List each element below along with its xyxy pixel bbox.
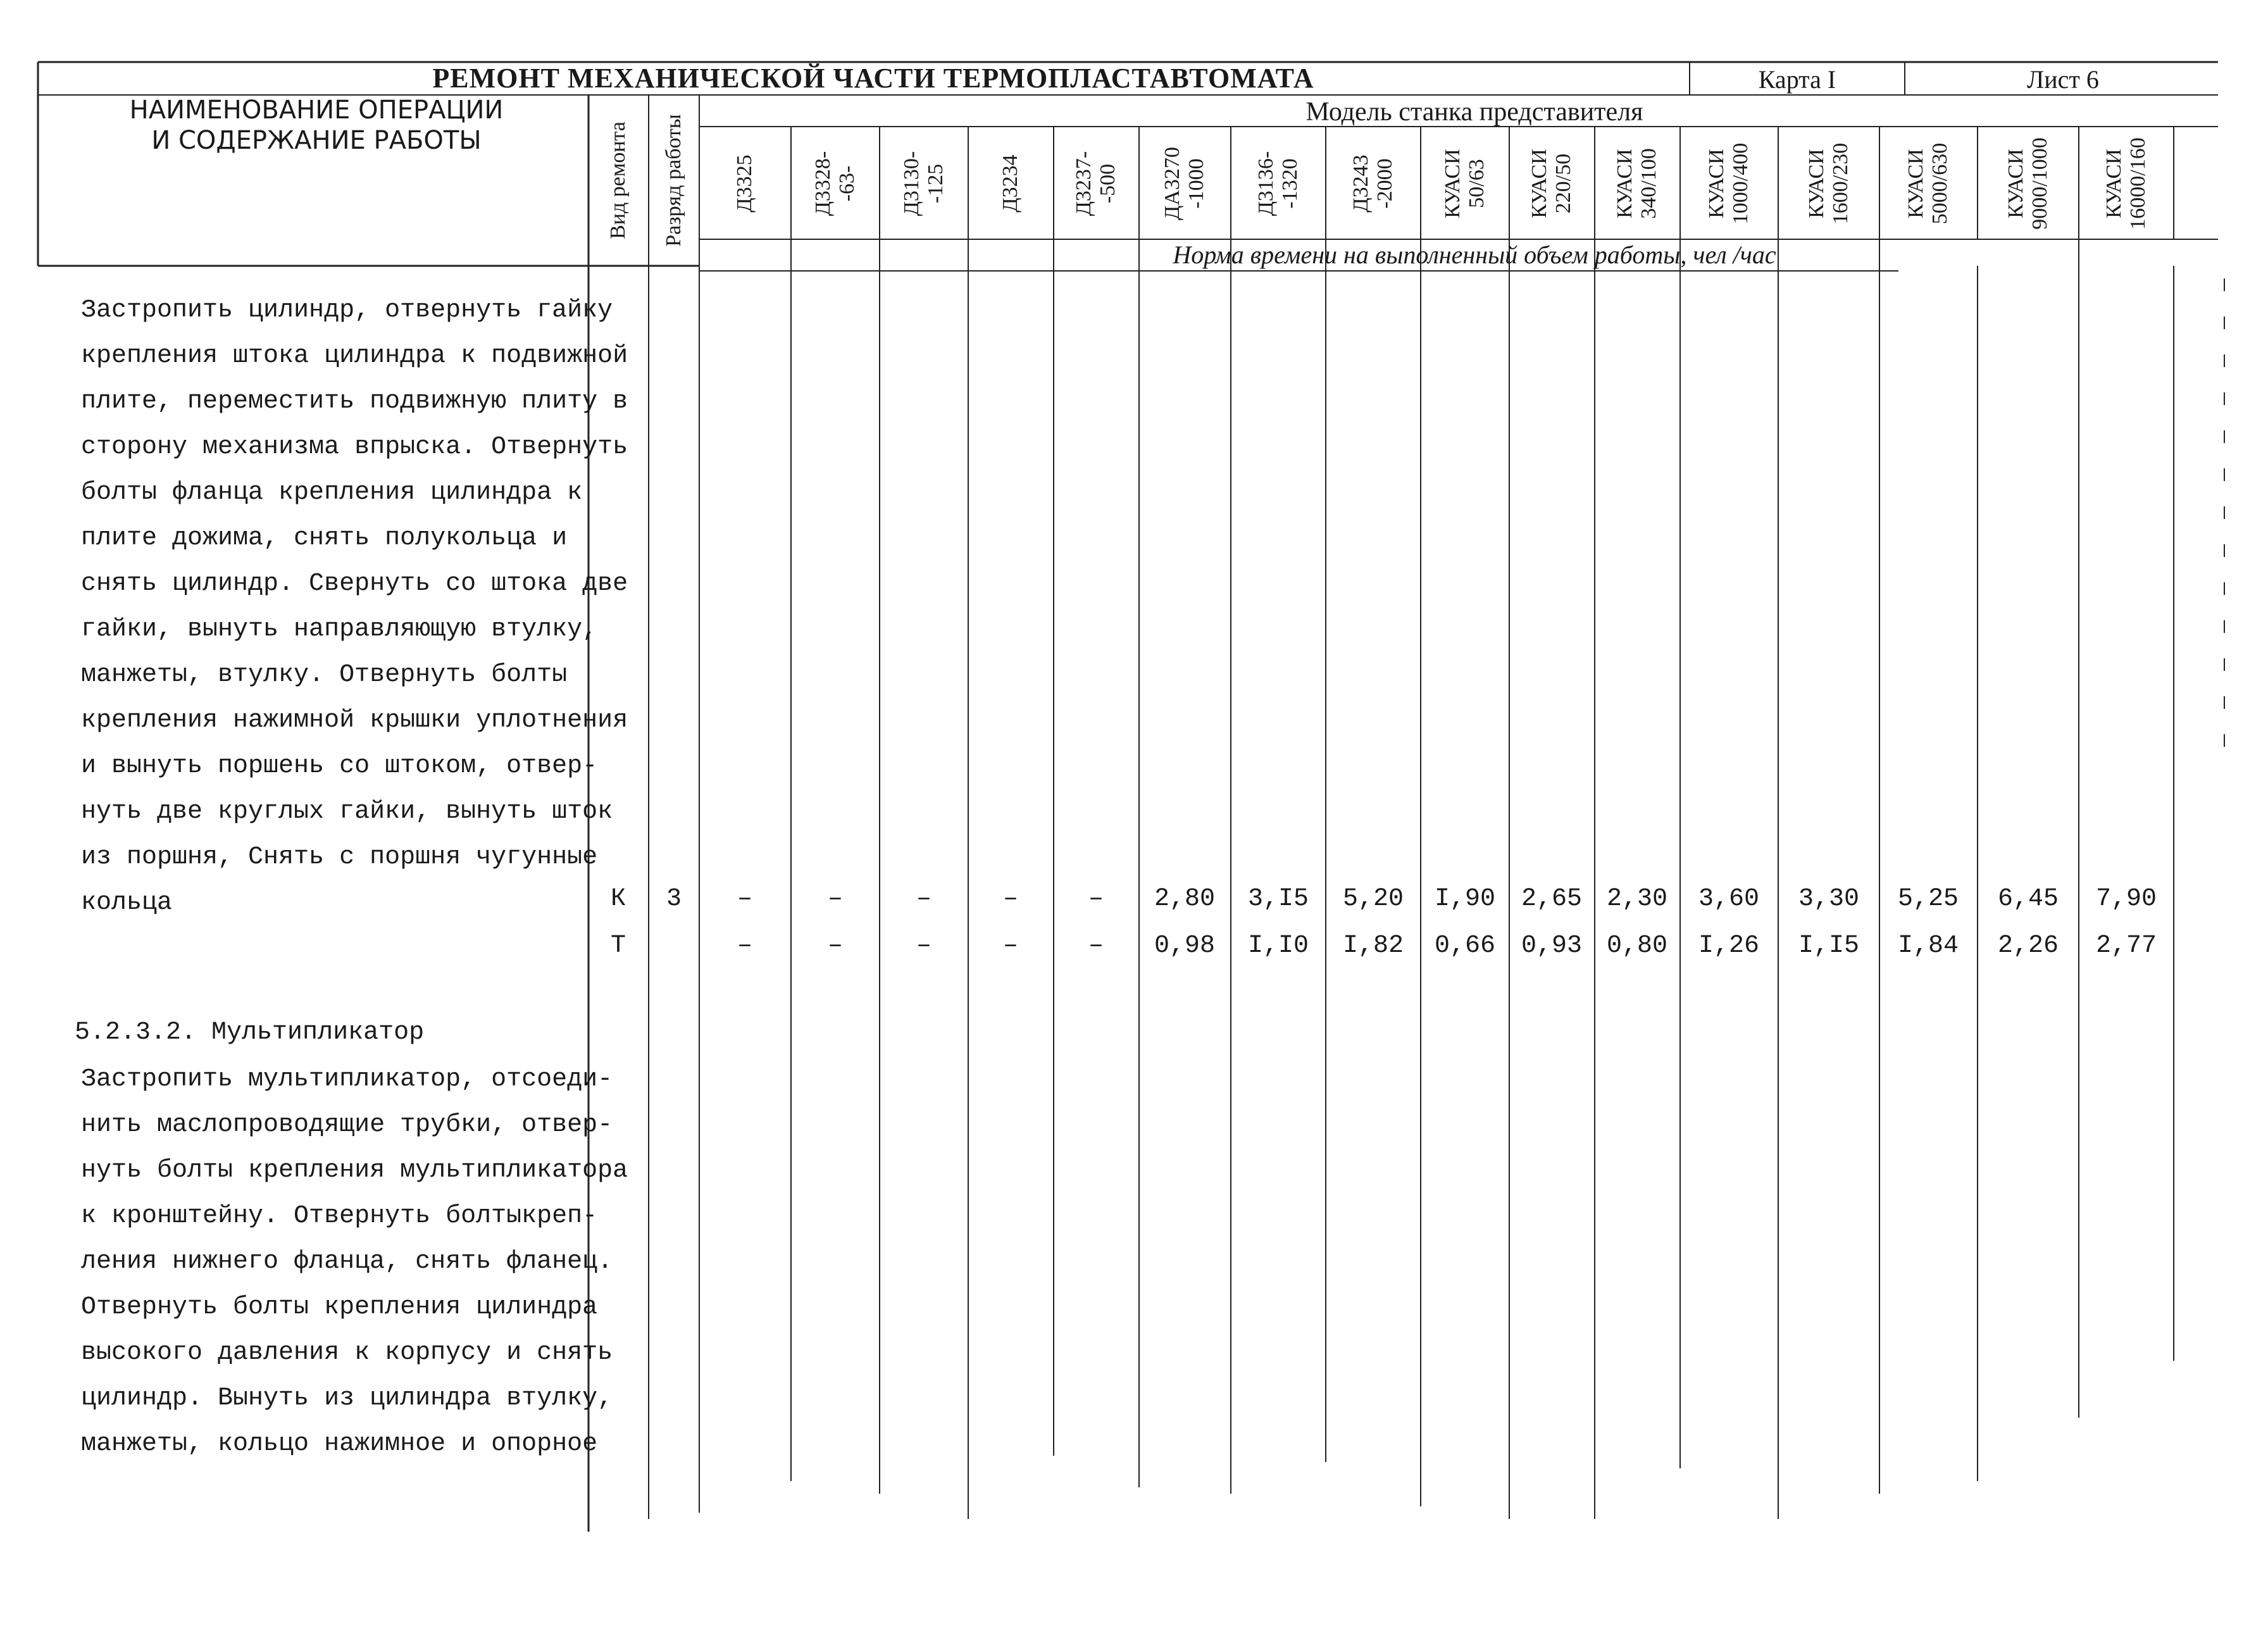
model-header: Модель станка представителя	[1305, 97, 1643, 127]
model-header-5	[1161, 147, 1209, 220]
norm-value-cell: 3,30	[1798, 885, 1860, 913]
norm-value-cell: I,90	[1434, 885, 1496, 913]
norm-value-cell: I,82	[1342, 932, 1404, 960]
description-line: кольца	[81, 889, 173, 917]
model-header-8	[1441, 149, 1489, 218]
model-header-10	[1613, 148, 1661, 218]
model-name-line2: -1000	[1185, 158, 1208, 209]
description-line: к кронштейну. Отвернуть болтыкреп-	[81, 1202, 598, 1230]
model-name-line1: Д3243	[1349, 154, 1373, 213]
model-header-3	[999, 154, 1023, 212]
work-grade-k: 3	[666, 885, 682, 913]
norm-header: Норма времени на выполненный объем работы, чел /час	[1173, 241, 1776, 269]
model-name-line1: Д3325	[733, 154, 756, 213]
repair-type-k: К	[610, 885, 626, 913]
description-line: ления нижнего фланца, снять фланец.	[81, 1247, 613, 1276]
norm-value-cell: 2,80	[1154, 885, 1216, 913]
description-line: Застропить цилиндр, отвернуть гайку	[81, 296, 613, 325]
description-line: нуть две круглых гайки, вынуть шток	[81, 797, 613, 826]
norm-value-cell: 3,I5	[1247, 885, 1309, 913]
section-heading: 5.2.3.2. Мультипликатор	[75, 1018, 425, 1047]
norm-value-cell: –	[1002, 885, 1019, 913]
model-header-7	[1349, 154, 1397, 212]
model-name-line1: Д3234	[999, 154, 1022, 213]
description-line: нуть болты крепления мультипликатора	[81, 1156, 628, 1185]
document-title: РЕМОНТ МЕХАНИЧЕСКОЙ ЧАСТИ ТЕРМОПЛАСТАВТОМАТА	[432, 63, 1314, 94]
norm-value-cell: 6,45	[1997, 885, 2059, 913]
model-header-4	[1072, 151, 1120, 216]
model-name-line2: -500	[1096, 163, 1119, 204]
norm-value-cell: –	[916, 885, 932, 913]
norm-value-cell: I,84	[1897, 932, 1959, 960]
description-line: болты фланца крепления цилиндра к	[81, 478, 583, 507]
description-line: гайки, вынуть направляющую втулку,	[81, 615, 598, 644]
model-header-2	[900, 151, 948, 216]
model-name-line1: Д3130-	[900, 151, 923, 216]
description-line: Отвернуть болты крепления цилиндра	[81, 1293, 598, 1322]
description-line: цилиндр. Вынуть из цилиндра втулку,	[81, 1384, 613, 1413]
model-name-line2: 5000/630	[1928, 142, 1952, 225]
description-line: плите дожима, снять полукольца и	[81, 524, 568, 553]
description-line: снять цилиндр. Свернуть со штока две	[81, 570, 628, 598]
description-line: и вынуть поршень со штоком, отвер-	[81, 752, 598, 780]
norm-value-cell: 0,66	[1434, 932, 1496, 960]
model-name-line1: Д3237-	[1072, 151, 1095, 216]
model-name-line1: КУАСИ	[1613, 149, 1636, 218]
norm-value-cell: 5,20	[1342, 885, 1404, 913]
description-line: Застропить мультипликатор, отсоеди-	[81, 1065, 613, 1094]
model-header-12	[1805, 143, 1853, 224]
model-name-line1: Д3328-	[811, 151, 835, 216]
model-name-line1: КУАСИ	[2102, 149, 2126, 218]
model-name-line2: 9000/1000	[2028, 137, 2052, 230]
norm-value-cell: –	[737, 885, 753, 913]
norm-value-cell: –	[916, 932, 932, 960]
model-name-line2: -63-	[835, 165, 859, 202]
model-name-line2: 220/50	[1552, 153, 1575, 214]
norm-value-cell: I,I0	[1247, 932, 1309, 960]
model-name-line2: 1000/400	[1729, 142, 1752, 225]
norm-value-cell: –	[827, 885, 844, 913]
model-name-line2: 50/63	[1465, 159, 1488, 208]
norm-value-cell: –	[1088, 885, 1104, 913]
model-name-line1: КУАСИ	[1705, 149, 1728, 218]
description-line: крепления нажимной крышки уплотнения	[81, 706, 628, 735]
model-name-line2: -125	[924, 163, 947, 204]
description-line: нить маслопроводящие трубки, отвер-	[81, 1111, 613, 1139]
operation-column-header	[44, 95, 589, 156]
description-line: манжеты, кольцо нажимное и опорное	[81, 1430, 598, 1458]
operation-header-line2: И СОДЕРЖАНИЕ РАБОТЫ	[151, 126, 482, 155]
norm-value-cell: I,I5	[1798, 932, 1860, 960]
norm-value-cell: –	[737, 932, 753, 960]
model-header-9	[1528, 149, 1576, 218]
norm-value-cell: 0,98	[1154, 932, 1216, 960]
norm-value-cell: –	[1002, 932, 1019, 960]
norm-value-cell: 3,60	[1698, 885, 1760, 913]
model-name-line2: 340/100	[1637, 148, 1660, 219]
sheet-number: Лист 6	[2027, 65, 2099, 94]
operation-header-line1: НАИМЕНОВАНИЕ ОПЕРАЦИИ	[129, 96, 504, 125]
model-name-line1: ДА3270	[1161, 147, 1184, 220]
description-line: из поршня, Снять с поршня чугунные	[81, 843, 598, 872]
operation-description-2	[81, 1057, 628, 1467]
norm-value-cell: 2,26	[1997, 932, 2059, 960]
operation-description-1	[81, 288, 628, 926]
norm-value-cell: 0,80	[1606, 932, 1668, 960]
model-name-line2: 1600/230	[1829, 142, 1852, 225]
description-line: сторону механизма впрыска. Отвернуть	[81, 433, 628, 461]
model-name-line1: КУАСИ	[1528, 149, 1551, 218]
description-line: крепления штока цилиндра к подвижной	[81, 342, 628, 370]
description-line: манжеты, втулку. Отвернуть болты	[81, 661, 568, 689]
description-line: высокого давления к корпусу и снять	[81, 1339, 613, 1367]
model-header-13	[1904, 143, 1952, 224]
norm-value-cell: I,26	[1698, 932, 1760, 960]
norm-value-cell: 7,90	[2095, 885, 2157, 913]
model-header-6	[1254, 151, 1302, 216]
card-number: Карта I	[1758, 65, 1836, 94]
model-name-line1: КУАСИ	[1441, 149, 1464, 218]
model-name-line2: 16000/160	[2126, 137, 2150, 230]
description-line: плите, переместить подвижную плиту в	[81, 387, 628, 416]
model-header-11	[1705, 143, 1753, 224]
norm-value-cell: –	[827, 932, 844, 960]
model-header-14	[2004, 137, 2052, 229]
work-grade-header: Разряд работы	[662, 114, 685, 247]
model-name-line1: КУАСИ	[2004, 149, 2028, 218]
norm-value-cell: 2,30	[1606, 885, 1668, 913]
norm-value-cell: 5,25	[1897, 885, 1959, 913]
model-name-line1: КУАСИ	[1805, 149, 1828, 218]
norm-value-cell: 0,93	[1521, 932, 1583, 960]
norm-value-cell: 2,77	[2095, 932, 2157, 960]
model-header-1	[811, 151, 859, 216]
repair-type-t: Т	[610, 932, 626, 960]
model-name-line2: -2000	[1373, 158, 1397, 209]
model-name-line2: -1320	[1278, 158, 1302, 209]
model-name-line1: КУАСИ	[1904, 149, 1928, 218]
norm-value-cell: –	[1088, 932, 1104, 960]
model-name-line1: Д3136-	[1254, 151, 1278, 216]
model-header-15	[2102, 137, 2150, 229]
norm-value-cell: 2,65	[1521, 885, 1583, 913]
model-header-0	[733, 154, 757, 212]
repair-type-header: Вид ремонта	[606, 122, 630, 239]
